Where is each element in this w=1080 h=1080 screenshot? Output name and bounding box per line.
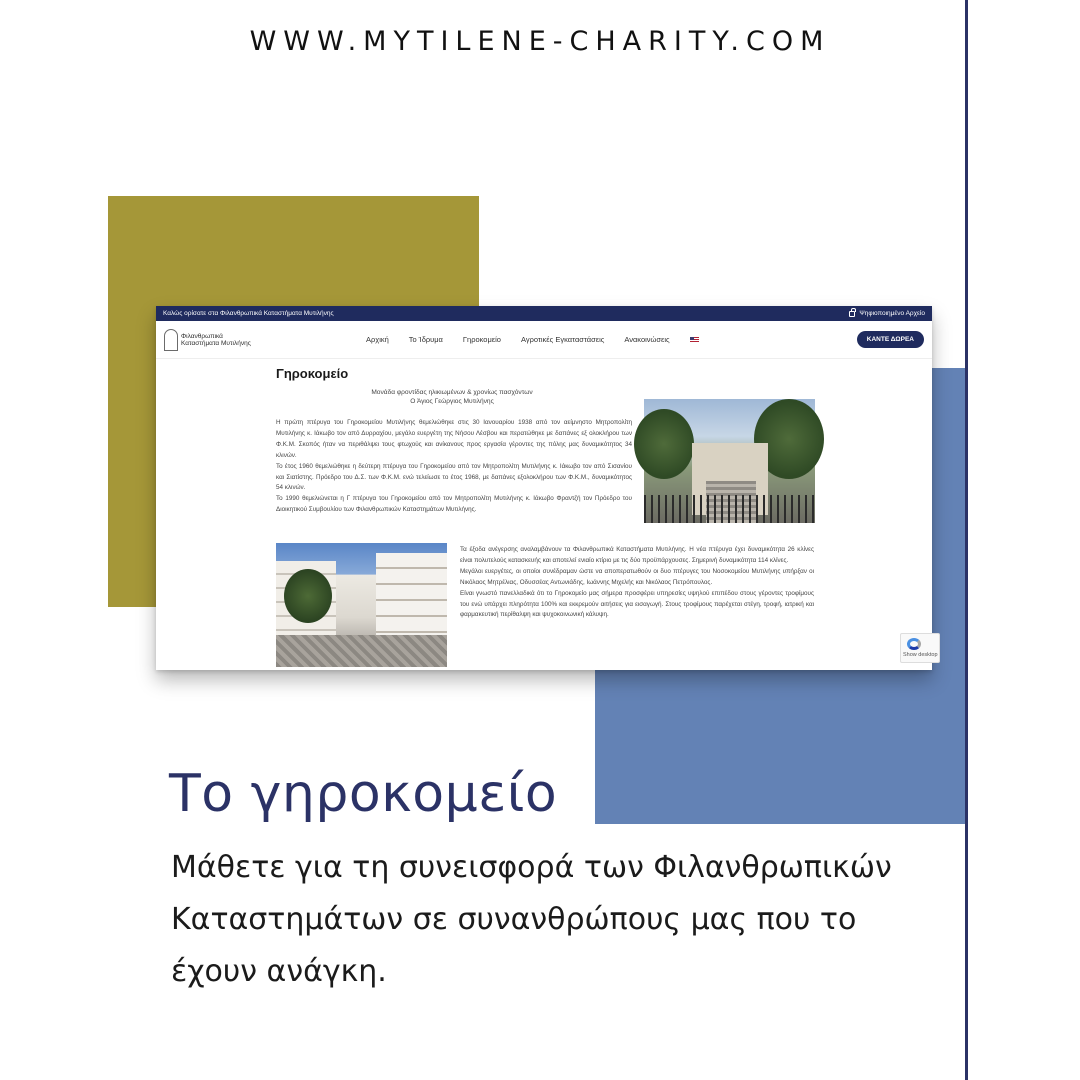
courtyard-photo [276, 543, 447, 667]
main-navigation [156, 321, 932, 359]
paragraph: Είναι γνωστό πανελλαδικά ότι το Γηροκομείο μας σήμερα προσφέρει υπηρεσίες υψηλού επιπέδου στους γέροντες τροφίμους του ενώ υπάρχει πληρότητα 100% και εκκρεμούν αιτήσεις για εισαγωγή. Στους τροφίμους παρέχεται στέγη, τροφή, ιατρική και φαρμακευτική περίθαλψη και ψυχοκοινωνική κάλυψη. [460, 589, 814, 619]
recaptcha-icon [907, 638, 921, 650]
history-text-top [276, 418, 632, 516]
subtitle-line-2: Ο Άγιος Γεώργιος Μυτιλήνης [410, 398, 494, 405]
subtitle-line-1: Μονάδα φροντίδας ηλικιωμένων & χρονίως πασχόντων [371, 389, 533, 396]
page-subtitle [276, 388, 628, 406]
paragraph: Το έτος 1960 θεμελιώθηκε η δεύτερη πτέρυγα του Γηροκομείου από τον Μητροπολίτη Μυτιλήνης κ. Ιάκωβο τον από Σισανίου και Σιατίστης. Πρόεδρο του Δ.Σ. των Φ.Κ.Μ. ενώ τελείωσε το έτος 1968, με δαπάνες εξολοκλήρου των Φ.Κ.Μ., δυναμικότητος 54 κλινών. [276, 462, 632, 492]
nav-item-agricultural[interactable]: Αγροτικές Εγκαταστάσεις [520, 335, 605, 344]
nav-item-home[interactable]: Αρχική [366, 335, 389, 344]
logo-emblem-icon [164, 329, 178, 351]
page-content [156, 359, 938, 670]
nav-item-nursing-home[interactable]: Γηροκομείο [462, 335, 501, 344]
logo-text: Φιλανθρωπικά Καταστήματα Μυτιλήνης [181, 332, 251, 347]
main-heading: Το γηροκομείο [169, 764, 558, 824]
nav-item-announcements[interactable]: Ανακοινώσεις [624, 335, 670, 344]
welcome-text: Καλώς ορίσατε στα Φιλανθρωπικά Καταστήματα Μυτιλήνης [163, 310, 334, 317]
site-url: WWW.MYTILENE-CHARITY.COM [249, 26, 831, 57]
nav-item-foundation[interactable]: Το Ίδρυμα [408, 335, 443, 344]
website-screenshot [156, 306, 938, 670]
recaptcha-label: Show desktop [903, 652, 938, 658]
paragraph: Τα έξοδα ανέγερσης αναλαμβάνουν τα Φιλανθρωπικά Καταστήματα Μυτιλήνης. Η νέα πτέρυγα έχει δυναμικότητα 26 κλίνες είναι πολυτελούς κατασκευής και αποτελεί ενιαίο κτίριο με τις δύο προϋπάρχουσες. Σημερινή δυναμικότητα 114 κλίνες. [460, 546, 814, 564]
main-description: Μάθετε για τη συνεισφορά των Φιλανθρωπικών Καταστημάτων σε συνανθρώπους μας που το έχουν ανάγκη. [171, 850, 892, 989]
paragraph: Μεγάλοι ευεργέτες, οι οποίοι συνέδραμαν ώστε να αποπερατωθούν οι δυο πτέρυγες του Νοσοκομείου Μυτιλήνης υπήρξαν οι Νικόλαος Μητρέλιας, Οδυσσέας Αντωνιάδης, Ιωάννης Μιχελής και Νικόλαος Πετρόπουλος. [460, 567, 814, 586]
archive-label: Ψηφιοποιημένο Αρχείο [859, 310, 925, 317]
donate-button[interactable]: ΚΑΝΤΕ ΔΩΡΕΑ [857, 331, 924, 348]
page-title: Γηροκομείο [276, 366, 349, 381]
vertical-rule [965, 0, 968, 1080]
recaptcha-badge[interactable] [900, 633, 940, 663]
building-photo [644, 399, 815, 523]
site-logo[interactable] [164, 329, 314, 351]
lock-icon [849, 311, 855, 317]
us-flag-icon[interactable] [690, 337, 699, 343]
paragraph: Η πρώτη πτέρυγα του Γηροκομείου Μυτιλήνης θεμελιώθηκε στις 30 Ιανουαρίου 1938 από τον αείμνηστο Μητροπολίτη Μυτιλήνης κ. Ιάκωβο τον από Δυρραχίου, μεγάλο ευεργέτη της Νήσου Λέσβου και περατώθηκε με δαπάνες εξ ολοκλήρου των Φ.Κ.Μ. Σκοπός ήταν να περιθάλψει τους φτωχούς και ανίκανους προς εργασία γέροντες της πόλης μας δυναμικότητος 34 κλινών. [276, 419, 632, 459]
nav-menu [366, 335, 699, 344]
top-bar [156, 306, 932, 321]
paragraph: Το 1990 θεμελιώνεται η Γ πτέρυγα του Γηροκομείου από τον Μητροπολίτη Μυτιλήνης κ. Ιάκωβο Φραντζή τον Πρόεδρο του Διοικητικού Συμβουλίου των Φιλανθρωπικών Καταστημάτων Μυτιλήνης. [276, 495, 632, 514]
history-text-bottom [460, 545, 814, 621]
archive-link[interactable] [849, 310, 925, 317]
